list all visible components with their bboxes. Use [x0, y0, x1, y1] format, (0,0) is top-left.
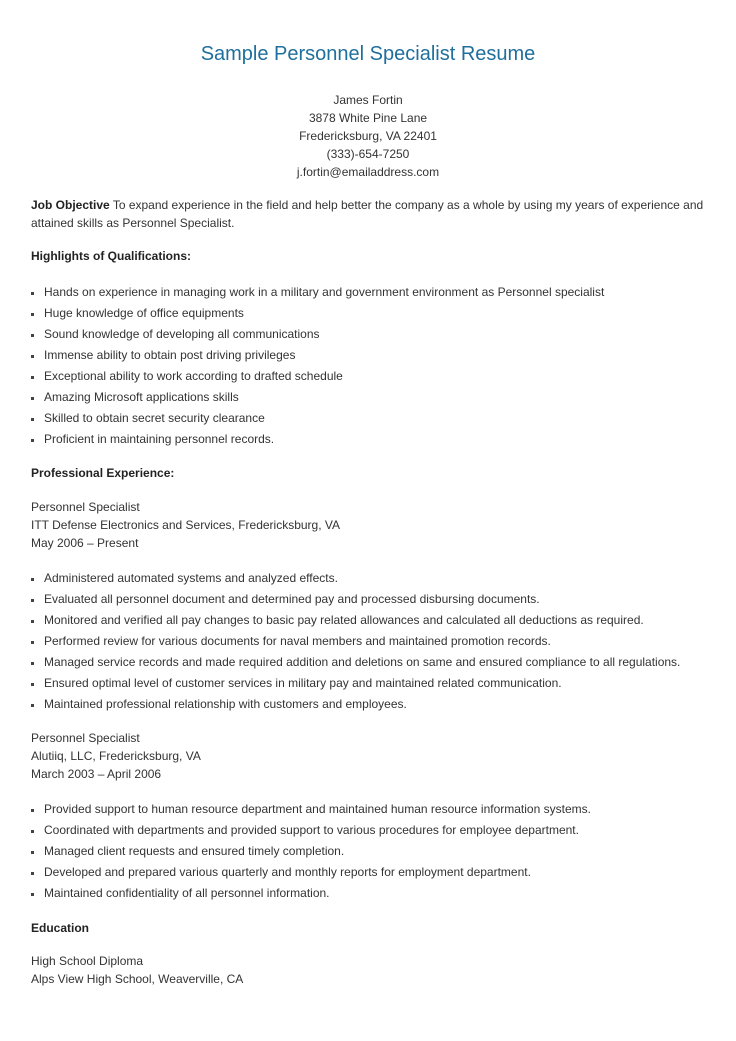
- job-company: Alutiiq, LLC, Fredericksburg, VA: [31, 749, 201, 763]
- job-2-header: [31, 729, 711, 783]
- highlights-list: [31, 282, 711, 450]
- list-item: Proficient in maintaining personnel records.: [31, 429, 711, 450]
- list-item: Managed service records and made required addition and deletions on same and ensured compliance to all regulations.: [31, 652, 711, 673]
- job-objective: [31, 196, 711, 232]
- contact-phone: (333)-654-7250: [326, 147, 410, 161]
- list-item: Maintained confidentiality of all personnel information.: [31, 883, 711, 904]
- list-item: Provided support to human resource department and maintained human resource information systems.: [31, 799, 711, 820]
- contact-block: [0, 91, 736, 181]
- list-item: Huge knowledge of office equipments: [31, 303, 711, 324]
- page-title: Sample Personnel Specialist Resume: [200, 43, 536, 65]
- list-item: Evaluated all personnel document and determined pay and processed disbursing documents.: [31, 589, 711, 610]
- list-item: Skilled to obtain secret security clearance: [31, 408, 711, 429]
- list-item: Performed review for various documents for naval members and maintained promotion records.: [31, 631, 711, 652]
- highlights-heading: Highlights of Qualifications:: [31, 249, 191, 263]
- list-item: Amazing Microsoft applications skills: [31, 387, 711, 408]
- job-1-header: [31, 498, 711, 552]
- list-item: Developed and prepared various quarterly and monthly reports for employment department.: [31, 862, 711, 883]
- list-item: Monitored and verified all pay changes to basic pay related allowances and calculated all deductions as required.: [31, 610, 711, 631]
- list-item: Maintained professional relationship with customers and employees.: [31, 694, 711, 715]
- objective-label: Job Objective: [31, 198, 110, 212]
- contact-city: Fredericksburg, VA 22401: [299, 129, 437, 143]
- list-item: Managed client requests and ensured timely completion.: [31, 841, 711, 862]
- job-company: ITT Defense Electronics and Services, Fredericksburg, VA: [31, 518, 341, 532]
- contact-name: James Fortin: [333, 93, 403, 107]
- list-item: Ensured optimal level of customer services in military pay and maintained related communication.: [31, 673, 711, 694]
- job-title: Personnel Specialist: [31, 500, 140, 514]
- list-item: Coordinated with departments and provided support to various procedures for employee department.: [31, 820, 711, 841]
- job-2-duties: [31, 799, 711, 904]
- job-1-duties: [31, 568, 711, 715]
- experience-heading: Professional Experience:: [31, 466, 175, 480]
- education-block: [31, 952, 711, 988]
- list-item: Exceptional ability to work according to drafted schedule: [31, 366, 711, 387]
- education-heading: Education: [31, 921, 90, 935]
- job-title: Personnel Specialist: [31, 731, 140, 745]
- objective-text: To expand experience in the field and help better the company as a whole by using my years of experience and attained skills as Personnel Specialist.: [31, 198, 704, 230]
- contact-email: j.fortin@emailaddress.com: [296, 165, 440, 179]
- list-item: Hands on experience in managing work in a military and government environment as Personnel specialist: [31, 282, 711, 303]
- education-degree: High School Diploma: [31, 954, 144, 968]
- list-item: Sound knowledge of developing all communications: [31, 324, 711, 345]
- job-dates: March 2003 – April 2006: [31, 767, 162, 781]
- list-item: Immense ability to obtain post driving privileges: [31, 345, 711, 366]
- list-item: Administered automated systems and analyzed effects.: [31, 568, 711, 589]
- contact-address: 3878 White Pine Lane: [308, 111, 428, 125]
- education-school: Alps View High School, Weaverville, CA: [31, 972, 244, 986]
- job-dates: May 2006 – Present: [31, 536, 139, 550]
